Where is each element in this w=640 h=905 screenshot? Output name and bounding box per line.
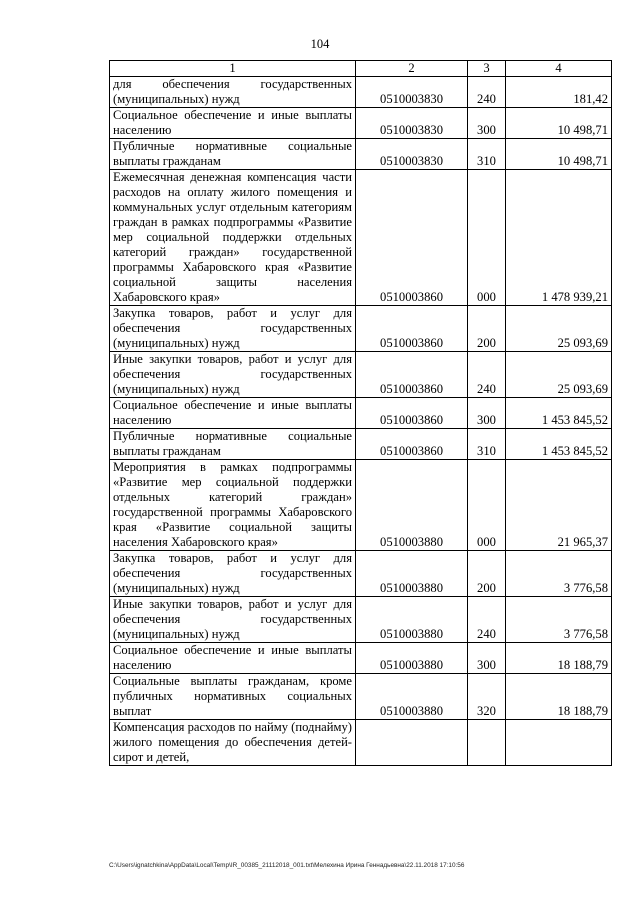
row-amount: 3 776,58 <box>506 597 612 643</box>
row-target-code: 0510003880 <box>356 674 468 720</box>
row-amount: 10 498,71 <box>506 108 612 139</box>
description-text: для обеспечения государственных <box>113 352 352 381</box>
row-target-code: 0510003880 <box>356 460 468 551</box>
description-text: Хабаровского края» <box>170 535 278 549</box>
description-text: Иные закупки товаров, работ и услуг <box>113 597 328 611</box>
description-text: (муниципальных) нужд <box>113 382 240 396</box>
table-row <box>110 170 612 306</box>
description-text: категорий граждан» государственной <box>113 245 352 259</box>
description-text: программы Хабаровского края <box>113 260 289 274</box>
table-row <box>110 398 612 429</box>
row-amount: 3 776,58 <box>506 551 612 597</box>
row-target-code: 0510003880 <box>356 551 468 597</box>
row-expense-type: 310 <box>468 429 506 460</box>
table-row <box>110 460 612 551</box>
description-text: (поднайму) жилого помещения до <box>113 720 352 749</box>
header-col-4: 4 <box>506 61 612 77</box>
table-row <box>110 306 612 352</box>
header-col-2: 2 <box>356 61 468 77</box>
table-row <box>110 352 612 398</box>
table-row <box>110 551 612 597</box>
row-description <box>110 429 356 460</box>
description-text: «Развитие социальной защиты <box>113 260 353 289</box>
row-description <box>110 460 356 551</box>
row-description <box>110 77 356 108</box>
row-target-code <box>356 720 468 766</box>
table-row <box>110 77 612 108</box>
description-text: «Развитие мер социальной поддержки <box>113 475 352 489</box>
table-row <box>110 643 612 674</box>
row-target-code: 0510003830 <box>356 108 468 139</box>
description-text: населения Хабаровского края» <box>113 275 352 304</box>
row-amount: 25 093,69 <box>506 352 612 398</box>
row-amount: 18 188,79 <box>506 674 612 720</box>
description-text: Иные закупки товаров, работ и услуг <box>113 352 328 366</box>
row-description <box>110 170 356 306</box>
description-text: социальной поддержки отдельных <box>146 230 352 244</box>
description-text: кроме публичных нормативных <box>113 674 352 703</box>
description-text: отдельных категорий граждан» <box>113 490 352 504</box>
row-description <box>110 674 356 720</box>
description-text: выплаты гражданам <box>113 154 221 168</box>
row-amount <box>506 720 612 766</box>
row-target-code: 0510003830 <box>356 77 468 108</box>
row-expense-type: 300 <box>468 398 506 429</box>
row-description <box>110 398 356 429</box>
description-text: для обеспечения государственных <box>113 77 352 91</box>
description-text: Социальное обеспечение и иные <box>113 398 299 412</box>
row-description <box>110 643 356 674</box>
row-description <box>110 720 356 766</box>
row-expense-type: 310 <box>468 139 506 170</box>
description-text: помещения и коммунальных услуг <box>113 185 352 214</box>
row-expense-type: 240 <box>468 77 506 108</box>
row-target-code: 0510003880 <box>356 643 468 674</box>
row-expense-type: 200 <box>468 551 506 597</box>
description-text: Социальное обеспечение и иные <box>113 108 299 122</box>
table-row <box>110 597 612 643</box>
description-text: выплаты гражданам <box>113 444 221 458</box>
row-target-code: 0510003830 <box>356 139 468 170</box>
row-amount: 1 478 939,21 <box>506 170 612 306</box>
row-expense-type: 300 <box>468 108 506 139</box>
description-text: Компенсация расходов по найму <box>113 720 289 734</box>
description-text: Мероприятия в рамках подпрограммы <box>113 460 352 474</box>
description-text: обеспечения государственных <box>113 321 352 335</box>
row-target-code: 0510003860 <box>356 352 468 398</box>
description-text: обеспечения детей-сирот и детей, <box>113 735 352 764</box>
row-expense-type: 000 <box>468 460 506 551</box>
row-amount: 181,42 <box>506 77 612 108</box>
row-expense-type: 240 <box>468 352 506 398</box>
description-text: отдельным категориям граждан в <box>113 200 352 229</box>
budget-table <box>109 60 612 766</box>
row-amount: 25 093,69 <box>506 306 612 352</box>
row-amount: 10 498,71 <box>506 139 612 170</box>
header-col-1: 1 <box>110 61 356 77</box>
description-text: (муниципальных) нужд <box>113 336 240 350</box>
description-text: (муниципальных) нужд <box>113 581 240 595</box>
page-number: 104 <box>310 37 330 51</box>
row-expense-type: 240 <box>468 597 506 643</box>
description-text: части расходов на оплату жилого <box>113 170 352 199</box>
description-text: социальных выплат <box>113 689 352 718</box>
row-description <box>110 139 356 170</box>
row-amount: 1 453 845,52 <box>506 398 612 429</box>
row-expense-type: 200 <box>468 306 506 352</box>
description-text: Закупка товаров, работ и услуг для <box>113 306 352 320</box>
file-path-footer: C:\Users\ignatchkina\AppData\Local\Temp\IR_00385_21112018_001.txt\Мелехина Ирина Геннадьевна\22.11.2018 17:10:56 <box>109 862 465 869</box>
row-amount: 21 965,37 <box>506 460 612 551</box>
table-row <box>110 720 612 766</box>
description-text: выплаты населению <box>113 108 352 137</box>
row-description <box>110 551 356 597</box>
description-text: (муниципальных) нужд <box>113 627 240 641</box>
description-text: Социальное обеспечение и иные <box>113 643 299 657</box>
row-expense-type: 000 <box>468 170 506 306</box>
row-description <box>110 352 356 398</box>
row-expense-type: 320 <box>468 674 506 720</box>
row-description <box>110 597 356 643</box>
description-text: социальной защиты населения <box>113 520 352 549</box>
description-text: Ежемесячная денежная компенсация <box>113 170 317 184</box>
description-text: выплаты населению <box>113 398 352 427</box>
description-text: Публичные нормативные социальные <box>113 429 352 443</box>
description-text: Публичные нормативные социальные <box>113 139 352 153</box>
row-description <box>110 306 356 352</box>
row-target-code: 0510003860 <box>356 170 468 306</box>
row-amount: 18 188,79 <box>506 643 612 674</box>
description-text: Социальные выплаты гражданам, <box>113 674 310 688</box>
row-target-code: 0510003860 <box>356 306 468 352</box>
description-text: Хабаровского края «Развитие <box>113 505 352 534</box>
row-target-code: 0510003860 <box>356 398 468 429</box>
row-expense-type <box>468 720 506 766</box>
table-row <box>110 108 612 139</box>
row-amount: 1 453 845,52 <box>506 429 612 460</box>
description-text: (муниципальных) нужд <box>113 92 240 106</box>
description-text: для обеспечения государственных <box>113 597 352 626</box>
header-row <box>110 61 612 77</box>
description-text: обеспечения государственных <box>113 566 352 580</box>
table-row <box>110 139 612 170</box>
description-text: рамках подпрограммы «Развитие мер <box>113 215 352 244</box>
row-expense-type: 300 <box>468 643 506 674</box>
row-target-code: 0510003880 <box>356 597 468 643</box>
description-text: выплаты населению <box>113 643 352 672</box>
description-text: Закупка товаров, работ и услуг для <box>113 551 352 565</box>
row-target-code: 0510003860 <box>356 429 468 460</box>
row-description <box>110 108 356 139</box>
header-col-3: 3 <box>468 61 506 77</box>
description-text: государственной программы <box>113 505 271 519</box>
table-row <box>110 674 612 720</box>
table-row <box>110 429 612 460</box>
